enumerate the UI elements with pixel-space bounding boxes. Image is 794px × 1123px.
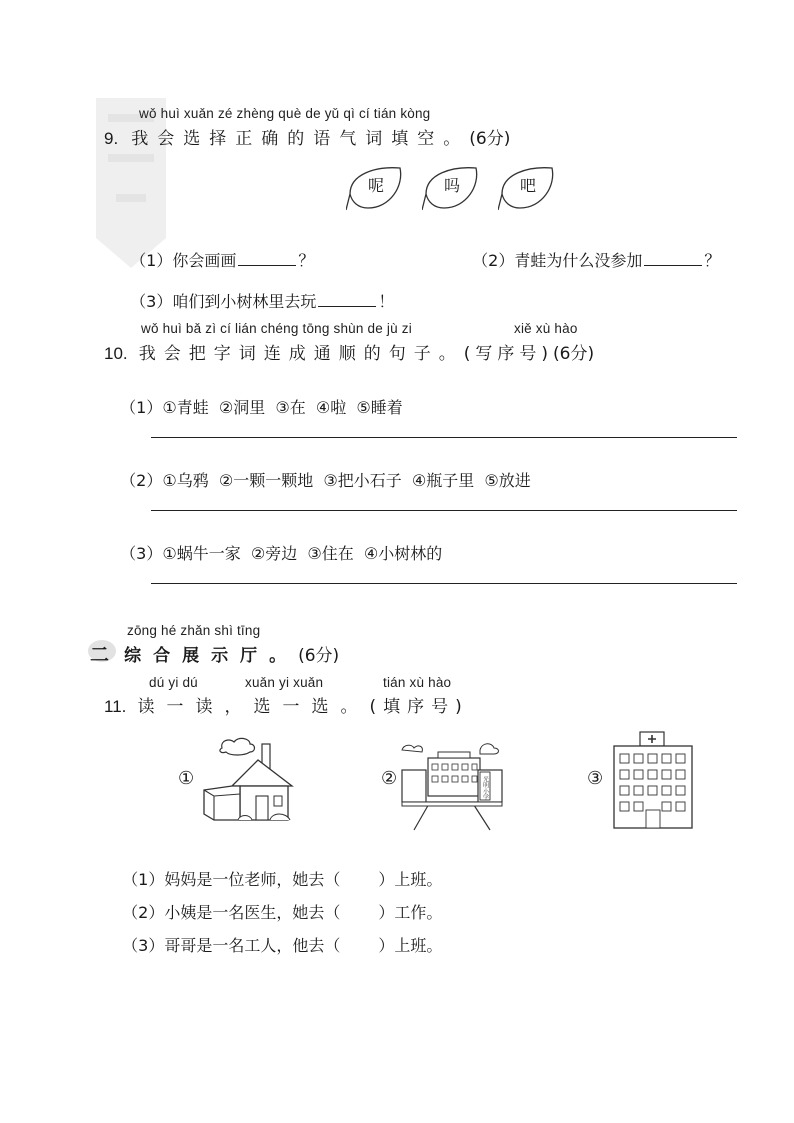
q11-item-2-end: ）工作。 bbox=[378, 903, 443, 922]
q11-item-3-text: （3）哥哥是一名工人，他去（ bbox=[122, 936, 341, 955]
q10-item-3-label: （3） bbox=[120, 544, 163, 563]
q10-item-1-words: ①青蛙 ②洞里 ③在 ④啦 ⑤睡着 bbox=[162, 398, 403, 417]
q9-score: (6分) bbox=[469, 129, 511, 149]
q10-item-3 bbox=[110, 522, 442, 564]
q11-heading bbox=[104, 692, 469, 717]
answer-blank[interactable] bbox=[644, 251, 702, 266]
q10-item-2-words: ①乌鸦 ②一颗一颗地 ③把小石子 ④瓶子里 ⑤放进 bbox=[162, 471, 531, 490]
q11-item-1-text: （1）妈妈是一位老师，她去（ bbox=[122, 870, 341, 889]
q11-number: 11. bbox=[104, 697, 127, 716]
q10-title: 我会把字词连成通顺的句子。 bbox=[138, 344, 464, 364]
q10-pinyin: wǒ huì bǎ zì cí lián chéng tōng shùn de jù zi bbox=[141, 321, 412, 336]
q11-item-2-text: （2）小姨是一名医生，她去（ bbox=[122, 903, 341, 922]
q9-item-1 bbox=[120, 229, 314, 271]
image-3-number: ③ bbox=[587, 768, 604, 789]
answer-blank[interactable] bbox=[238, 251, 296, 266]
q10-item-2-label: （2） bbox=[120, 471, 163, 490]
leaf-option-1 bbox=[346, 164, 406, 214]
hospital-icon bbox=[610, 730, 696, 830]
q10-score: (6分) bbox=[553, 344, 595, 364]
q9-pinyin: wǒ huì xuǎn zé zhèng què de yǔ qì cí tián kòng bbox=[139, 106, 431, 121]
q10-item-1-label: （1） bbox=[120, 398, 163, 417]
answer-blank[interactable] bbox=[318, 292, 376, 307]
q11-note: (填序号) bbox=[369, 697, 469, 717]
leaf-word-2: 吗 bbox=[443, 176, 460, 195]
section2-pinyin: zōng hé zhǎn shì tīng bbox=[127, 623, 261, 638]
q10-item-1 bbox=[110, 376, 403, 418]
section2-number: 二 bbox=[90, 644, 110, 666]
q11-pinyin-a: dú yi dú bbox=[149, 675, 198, 690]
section2-heading bbox=[90, 640, 339, 667]
section2-score: (6分) bbox=[298, 646, 340, 666]
q10-item-3-words: ①蜗牛一家 ②旁边 ③住在 ④小树林的 bbox=[162, 544, 443, 563]
q9-item-1-end: ？ bbox=[298, 251, 315, 270]
q9-item-3 bbox=[120, 270, 394, 312]
image-1-number: ① bbox=[178, 768, 195, 789]
image-2-number: ② bbox=[381, 768, 398, 789]
school-icon bbox=[400, 736, 504, 832]
q11-pinyin-b: xuǎn yi xuǎn bbox=[245, 675, 324, 690]
leaf-option-2 bbox=[422, 164, 482, 214]
q11-item-1-end: ）上班。 bbox=[378, 870, 443, 889]
q11-item-3-end: ）上班。 bbox=[378, 936, 443, 955]
q9-heading bbox=[104, 124, 510, 149]
q11-title: 读一读，选一选。 bbox=[137, 697, 370, 717]
q9-item-3-text: （3）咱们到小树林里去玩 bbox=[130, 292, 317, 311]
leaf-option-3 bbox=[498, 164, 558, 214]
house-icon bbox=[200, 734, 300, 830]
q9-item-2 bbox=[462, 229, 720, 271]
leaf-word-3: 吧 bbox=[519, 176, 536, 195]
answer-line-2[interactable] bbox=[151, 510, 737, 511]
answer-line-1[interactable] bbox=[151, 437, 737, 438]
school-sign: 光明小学 bbox=[481, 776, 489, 800]
q9-number: 9. bbox=[104, 129, 119, 148]
q9-item-2-end: ？ bbox=[704, 251, 721, 270]
q9-item-2-text: （2）青蛙为什么没参加 bbox=[472, 251, 643, 270]
section2-title: 综合展示厅。 bbox=[124, 646, 299, 666]
answer-line-3[interactable] bbox=[151, 583, 737, 584]
q10-item-2 bbox=[110, 449, 531, 491]
q9-item-3-end: ！ bbox=[378, 292, 395, 311]
q11-pinyin-c: tián xù hào bbox=[383, 675, 452, 690]
q9-title: 我会选择正确的语气词填空。 bbox=[131, 129, 470, 149]
q10-note: (写序号) bbox=[463, 344, 553, 364]
leaf-word-1: 呢 bbox=[367, 176, 384, 195]
q10-heading bbox=[104, 339, 594, 364]
q10-number: 10. bbox=[104, 344, 128, 363]
q10-pinyin-note: xiě xù hào bbox=[514, 321, 578, 336]
q9-item-1-text: （1）你会画画 bbox=[130, 251, 237, 270]
q11-item-3 bbox=[112, 914, 442, 956]
